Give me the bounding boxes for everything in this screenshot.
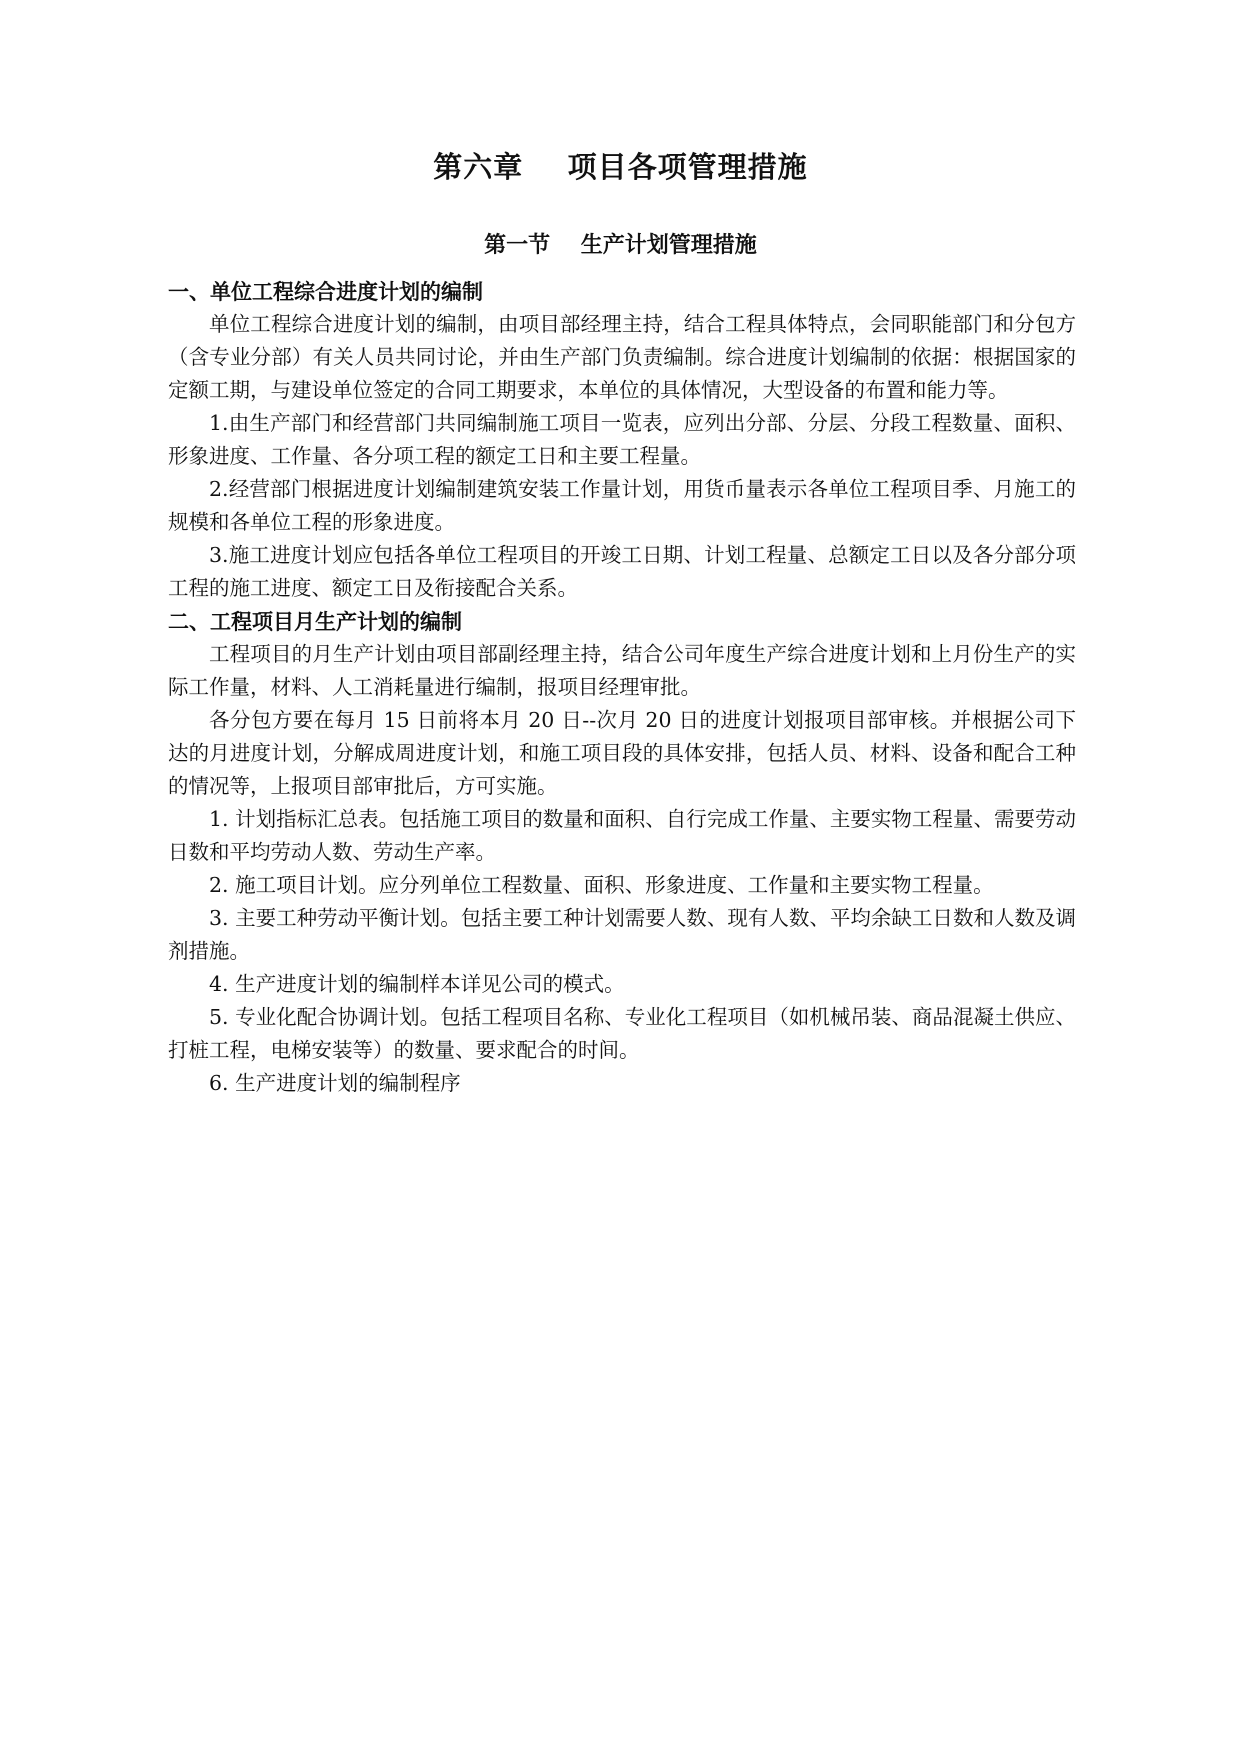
part1-paragraph: 2.经营部门根据进度计划编制建筑安装工作量计划，用货币量表示各单位工程项目季、月施工的规模和各单位工程的形象进度。	[168, 477, 1076, 534]
part2-paragraph: 5. 专业化配合协调计划。包括工程项目名称、专业化工程项目（如机械吊装、商品混凝土供应、打桩工程，电梯安装等）的数量、要求配合的时间。	[168, 1005, 1076, 1062]
part1-paragraph: 单位工程综合进度计划的编制，由项目部经理主持，结合工程具体特点，会同职能部门和分包方（含专业分部）有关人员共同讨论，并由生产部门负责编制。综合进度计划编制的依据：根据国家的定额工期，与建设单位签定的合同工期要求，本单位的具体情况，大型设备的布置和能力等。	[168, 312, 1076, 402]
part2-paragraph: 4. 生产进度计划的编制样本详见公司的模式。	[209, 972, 625, 996]
part2-paragraph: 3. 主要工种劳动平衡计划。包括主要工种计划需要人数、现有人数、平均余缺工日数和人数及调剂措施。	[168, 906, 1076, 963]
part2-paragraph: 工程项目的月生产计划由项目部副经理主持，结合公司年度生产综合进度计划和上月份生产的实际工作量，材料、人工消耗量进行编制，报项目经理审批。	[168, 642, 1076, 699]
chapter-title: 第六章 项目各项管理措施	[433, 150, 808, 184]
part2-paragraph: 2. 施工项目计划。应分列单位工程数量、面积、形象进度、工作量和主要实物工程量。	[209, 873, 994, 897]
part1-heading: 一、单位工程综合进度计划的编制	[168, 279, 483, 304]
part2-paragraph: 6. 生产进度计划的编制程序	[209, 1071, 461, 1095]
part2-paragraph: 1. 计划指标汇总表。包括施工项目的数量和面积、自行完成工作量、主要实物工程量、需要劳动日数和平均劳动人数、劳动生产率。	[168, 807, 1076, 864]
part2-heading: 二、工程项目月生产计划的编制	[168, 609, 462, 634]
document-body	[168, 275, 1076, 1100]
part1-paragraph: 1.由生产部门和经营部门共同编制施工项目一览表，应列出分部、分层、分段工程数量、面积、形象进度、工作量、各分项工程的额定工日和主要工程量。	[168, 411, 1076, 468]
part2-paragraph: 各分包方要在每月 15 日前将本月 20 日--次月 20 日的进度计划报项目部审核。并根据公司下达的月进度计划，分解成周进度计划，和施工项目段的具体安排，包括人员、材料、设备和配合工种的情况等，上报项目部审批后，方可实施。	[168, 708, 1076, 798]
part1-paragraph: 3.施工进度计划应包括各单位工程项目的开竣工日期、计划工程量、总额定工日以及各分部分项工程的施工进度、额定工日及衔接配合关系。	[168, 543, 1076, 600]
section-title: 第一节 生产计划管理措施	[484, 232, 757, 258]
